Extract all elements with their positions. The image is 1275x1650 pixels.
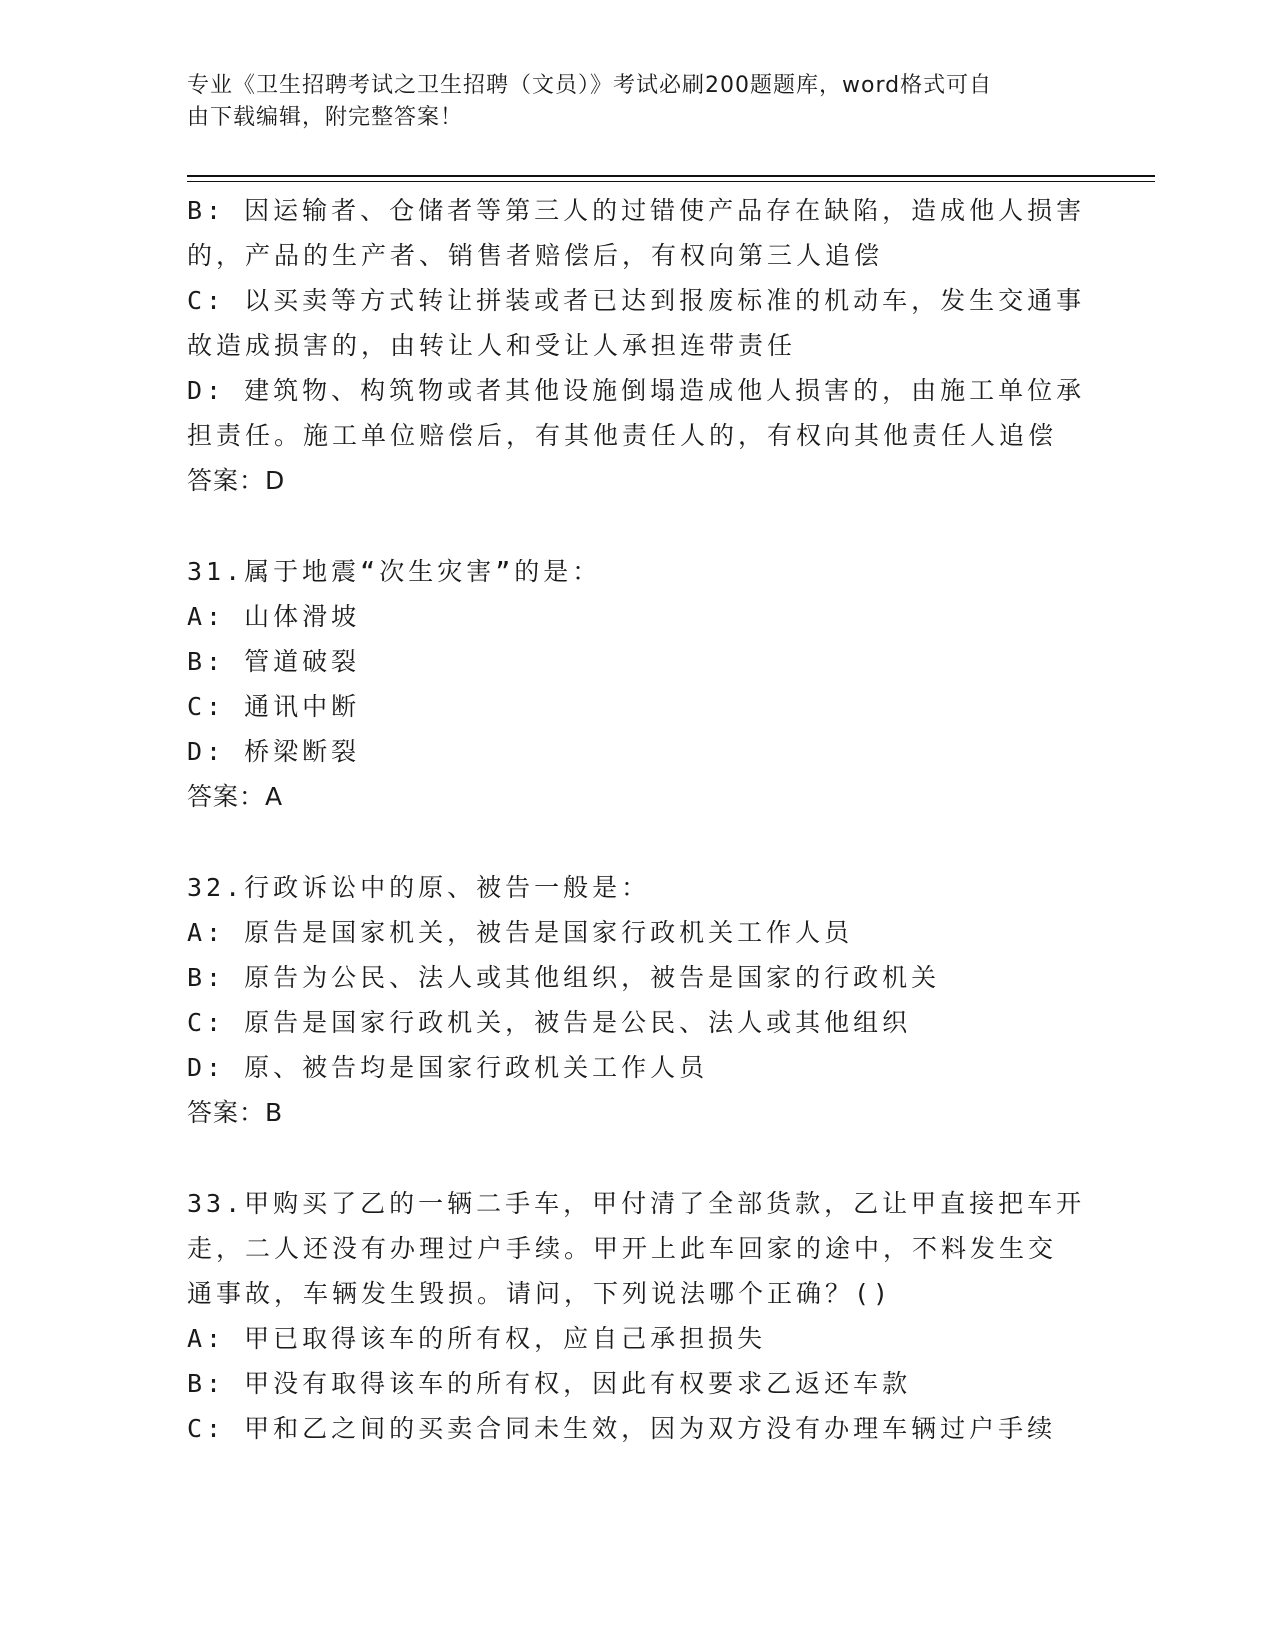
option-d: D: 桥梁断裂: [187, 737, 361, 766]
option-b: B: 甲没有取得该车的所有权，因此有权要求乙返还车款: [187, 1369, 912, 1398]
option-d-line-1: D: 建筑物、构筑物或者其他设施倒塌造成他人损害的，由施工单位承: [187, 376, 1086, 405]
option-b: B: 管道破裂: [187, 647, 361, 676]
option-d: D: 原、被告均是国家行政机关工作人员: [187, 1053, 709, 1082]
question-33: [187, 1181, 1087, 1451]
question-stem: 31.属于地震“次生灾害”的是：: [187, 557, 602, 586]
question-stem-line-2: 走，二人还没有办理过户手续。甲开上此车回家的途中，不料发生交: [187, 1234, 1058, 1263]
option-c-line-2: 故造成损害的，由转让人和受让人承担连带责任: [187, 331, 797, 360]
option-c: C: 原告是国家行政机关，被告是公民、法人或其他组织: [187, 1008, 912, 1037]
option-c-line-1: C: 以买卖等方式转让拼装或者已达到报废标准的机动车，发生交通事: [187, 286, 1086, 315]
question-stem-line-1: 33.甲购买了乙的一辆二手车，甲付清了全部货款，乙让甲直接把车开: [187, 1189, 1086, 1218]
option-d-line-2: 担责任。施工单位赔偿后，有其他责任人的，有权向其他责任人追偿: [187, 421, 1058, 450]
document-header: [187, 70, 1087, 134]
header-line-2: 由下载编辑，附完整答案！: [187, 105, 464, 130]
question-stem: 32.行政诉讼中的原、被告一般是：: [187, 873, 651, 902]
question-31: [187, 549, 1087, 819]
option-a: A: 山体滑坡: [187, 602, 361, 631]
option-a: A: 甲已取得该车的所有权，应自己承担损失: [187, 1324, 767, 1353]
option-b-line-2: 的，产品的生产者、销售者赔偿后，有权向第三人追偿: [187, 241, 884, 270]
answer-label: 答案：D: [187, 466, 286, 495]
answer-label: 答案：A: [187, 782, 284, 811]
option-b: B: 原告为公民、法人或其他组织，被告是国家的行政机关: [187, 963, 941, 992]
option-c: C: 通讯中断: [187, 692, 361, 721]
answer-label: 答案：B: [187, 1098, 284, 1127]
header-rule-thin: [187, 181, 1155, 182]
question-stem-line-3: 通事故，车辆发生毁损。请问，下列说法哪个正确？(): [187, 1279, 893, 1308]
option-b-line-1: B: 因运输者、仓储者等第三人的过错使产品存在缺陷，造成他人损害: [187, 196, 1086, 225]
option-a: A: 原告是国家机关，被告是国家行政机关工作人员: [187, 918, 854, 947]
question-content: [187, 188, 1087, 1451]
question-30-continued: [187, 188, 1087, 503]
option-c: C: 甲和乙之间的买卖合同未生效，因为双方没有办理车辆过户手续: [187, 1414, 1057, 1443]
header-rule-thick: [187, 175, 1155, 177]
header-line-1: 专业《卫生招聘考试之卫生招聘（文员）》考试必刷200题题库，word格式可自: [187, 73, 993, 98]
question-32: [187, 865, 1087, 1135]
